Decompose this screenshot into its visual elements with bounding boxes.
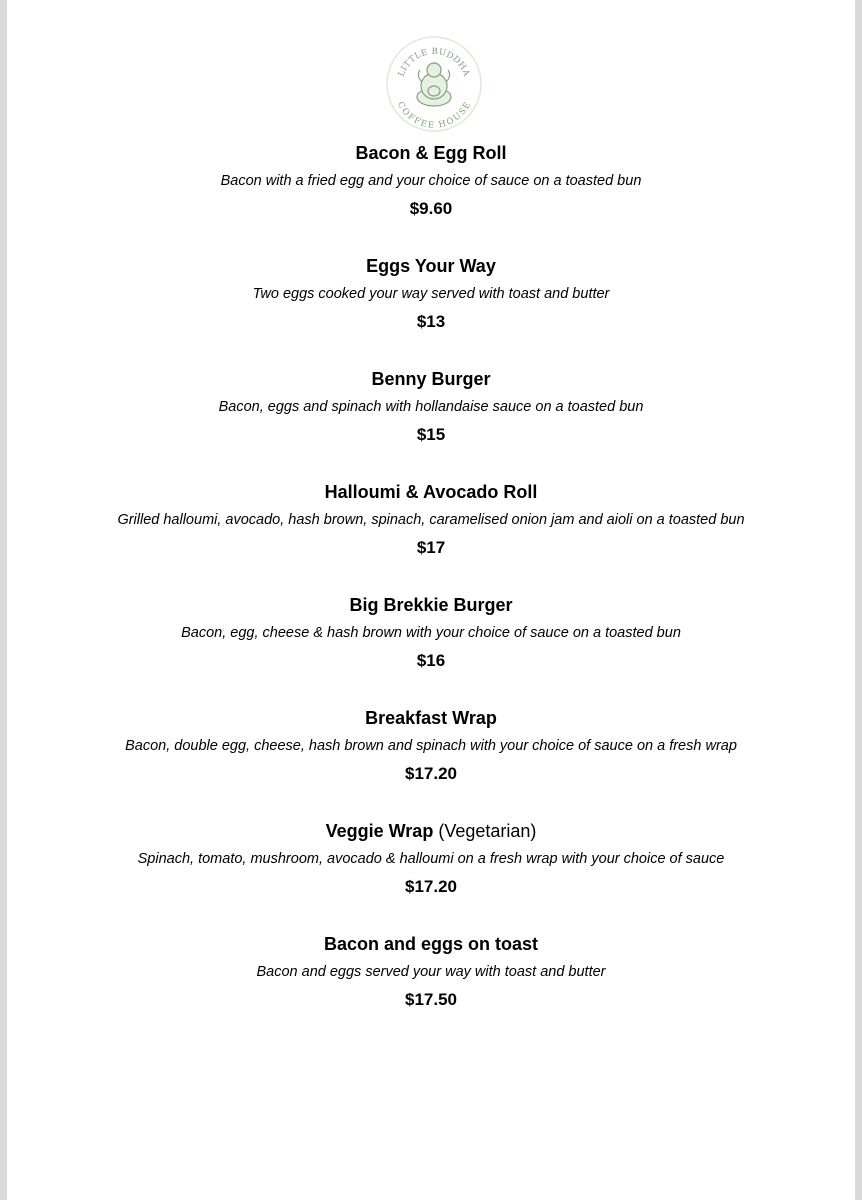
item-description: Bacon with a fried egg and your choice of sauce on a toasted bun: [220, 173, 642, 189]
item-description: Grilled halloumi, avocado, hash brown, spinach, caramelised onion jam and aioli on a toasted bun: [117, 512, 745, 528]
menu-item: [7, 479, 855, 561]
item-description: Two eggs cooked your way served with toast and butter: [252, 286, 610, 302]
item-price: $16: [416, 651, 446, 670]
item-price: $17.20: [405, 877, 457, 896]
item-price: $17: [416, 538, 446, 557]
item-title: Breakfast Wrap: [365, 708, 497, 728]
menu-item: [7, 140, 855, 222]
logo-bottom-text: COFFEE HOUSE: [394, 100, 474, 131]
item-description: Bacon, double egg, cheese, hash brown and spinach with your choice of sauce on a fresh wrap: [125, 738, 737, 754]
item-description: Bacon and eggs served your way with toast and butter: [256, 964, 606, 980]
menu-page: [7, 0, 855, 1200]
item-title: Bacon and eggs on toast: [323, 934, 539, 954]
item-title: Benny Burger: [371, 369, 491, 389]
item-price: $13: [416, 312, 446, 331]
menu-list: [7, 140, 855, 1013]
item-description: Bacon, egg, cheese & hash brown with your choice of sauce on a toasted bun: [181, 625, 681, 641]
item-price: $17.20: [405, 764, 457, 783]
menu-item: [7, 931, 855, 1013]
item-description: Spinach, tomato, mushroom, avocado & halloumi on a fresh wrap with your choice of sauce: [137, 851, 725, 867]
item-description: Bacon, eggs and spinach with hollandaise sauce on a toasted bun: [218, 399, 644, 415]
item-title: Big Brekkie Burger: [349, 595, 513, 615]
item-title: Eggs Your Way: [366, 256, 496, 276]
item-price: $17.50: [405, 990, 457, 1009]
item-title: Bacon & Egg Roll: [355, 143, 507, 163]
item-title: Veggie Wrap (Vegetarian): [325, 821, 537, 841]
buddha-icon: [417, 63, 451, 106]
menu-item: [7, 592, 855, 674]
item-title: Halloumi & Avocado Roll: [324, 482, 538, 502]
item-note: (Vegetarian): [438, 821, 537, 841]
item-price: $9.60: [409, 199, 453, 218]
menu-item: [7, 366, 855, 448]
menu-item: [7, 705, 855, 787]
logo: [384, 34, 484, 134]
menu-item: [7, 253, 855, 335]
menu-item: [7, 818, 855, 900]
item-price: $15: [416, 425, 446, 444]
logo-top-text: LITTLE BUDDHA: [396, 46, 472, 79]
